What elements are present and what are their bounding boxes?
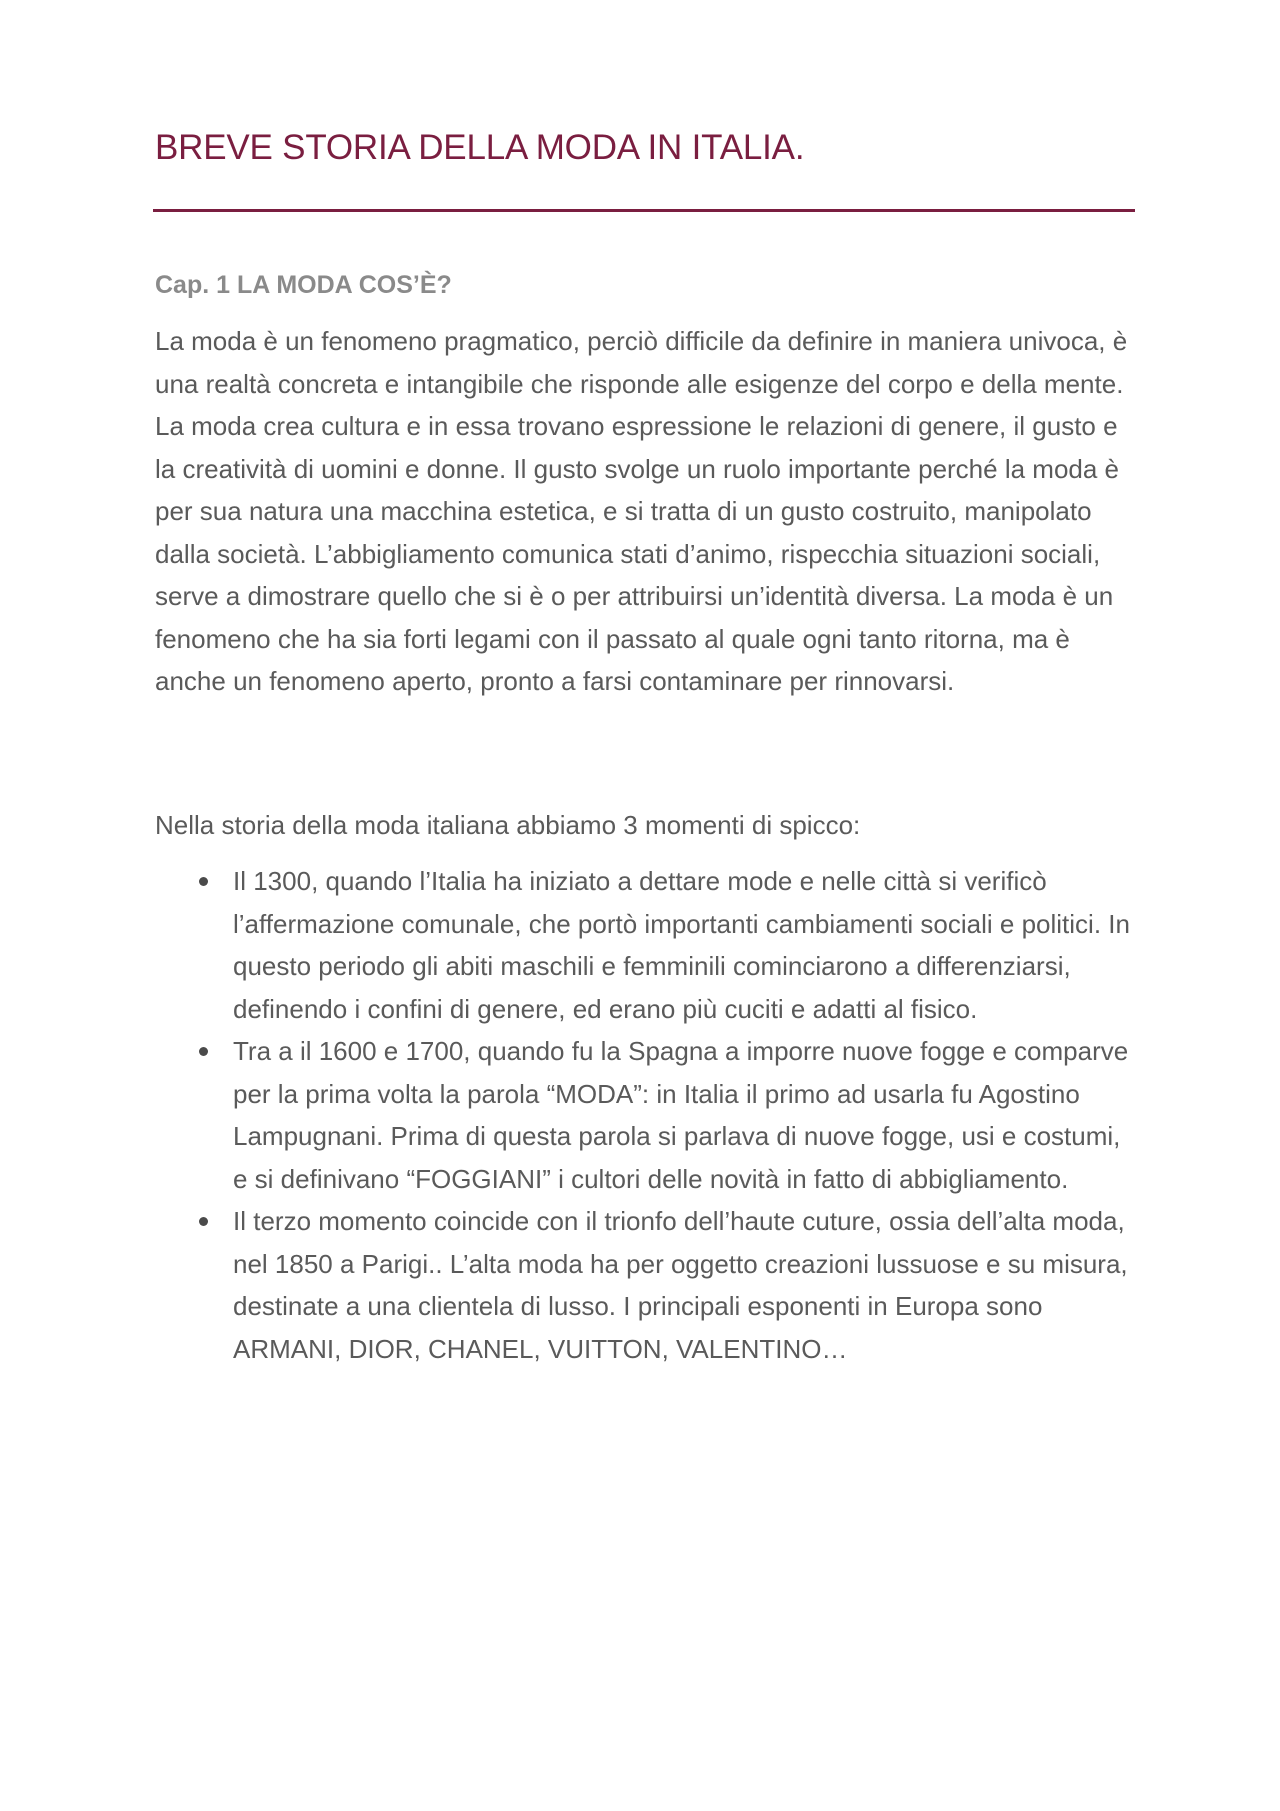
title-divider xyxy=(153,209,1135,212)
list-item-text: Tra a il 1600 e 1700, quando fu la Spagna a imporre nuove fogge e comparve per la prima volta la parola “MODA”: in Italia il primo ad usarla fu Agostino Lampugnani. Prima di questa parola si parlava di nuove fogge, usi e costumi, e si definivano “FOGGIANI” i cultori delle novità in fatto di abbigliamento. xyxy=(233,1036,1129,1194)
bullet-icon xyxy=(199,1047,208,1056)
bullet-icon xyxy=(199,877,208,886)
list-item-text: Il terzo momento coincide con il trionfo dell’haute cuture, ossia dell’alta moda, nel 1850 a Parigi.. L’alta moda ha per oggetto creazioni lussuose e su misura, destinate a una clientela di lusso. I principali esponenti in Europa sono ARMANI, DIOR, CHANEL, VUITTON, VALENTINO… xyxy=(233,1206,1128,1364)
list-item xyxy=(155,860,1133,1030)
list-item-text: Il 1300, quando l’Italia ha iniziato a dettare mode e nelle città si verificò l’affermazione comunale, che portò importanti cambiamenti sociali e politici. In questo periodo gli abiti maschili e femminili cominciarono a differenziarsi, definendo i confini di genere, ed erano più cuciti e adatti al fisico. xyxy=(233,866,1130,1024)
document-title: BREVE STORIA DELLA MODA IN ITALIA. xyxy=(155,128,805,167)
intro-paragraph: La moda è un fenomeno pragmatico, perciò difficile da definire in maniera univoca, è una realtà concreta e intangibile che risponde alle esigenze del corpo e della mente. La moda crea cultura e in essa trovano espressione le relazioni di genere, il gusto e la creatività di uomini e donne. Il gusto svolge un ruolo importante perché la moda è per sua natura una macchina estetica, e si tratta di un gusto costruito, manipolato dalla società. L’abbigliamento comunica stati d’animo, rispecchia situazioni sociali, serve a dimostrare quello che si è o per attribuirsi un’identità diversa. La moda è un fenomeno che ha sia forti legami con il passato al quale ogni tanto ritorna, ma è anche un fenomeno aperto, pronto a farsi contaminare per rinnovarsi. xyxy=(155,326,1128,696)
list-item xyxy=(155,1200,1133,1370)
bullet-icon xyxy=(199,1217,208,1226)
list-item xyxy=(155,1030,1133,1200)
moments-intro-paragraph: Nella storia della moda italiana abbiamo 3 momenti di spicco: xyxy=(155,810,861,840)
moments-list xyxy=(155,860,1135,1370)
section-heading: Cap. 1 LA MODA COS’È? xyxy=(155,271,452,299)
